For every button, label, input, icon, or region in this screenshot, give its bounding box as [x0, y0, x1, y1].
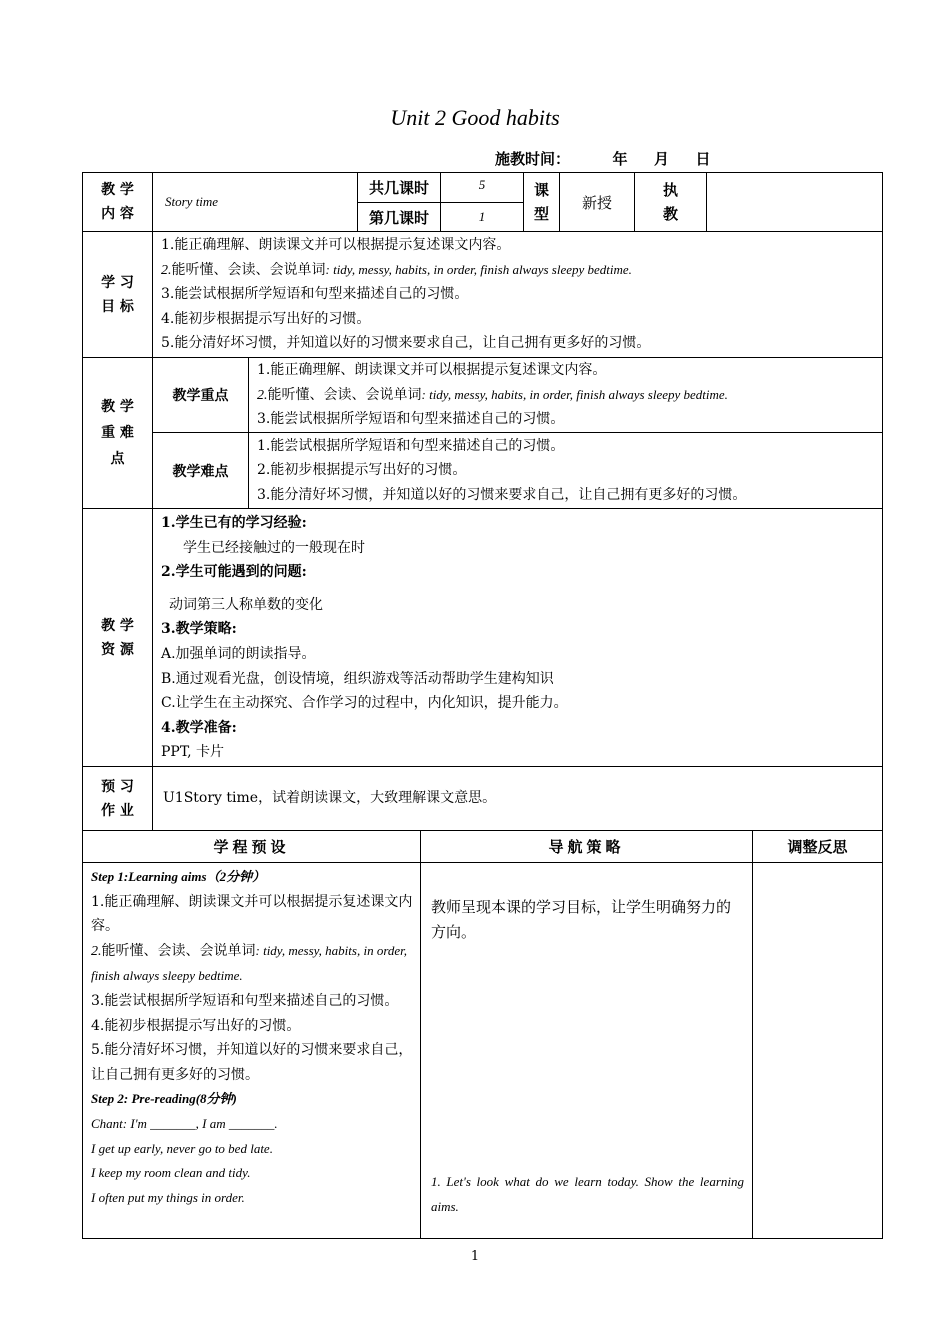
lesson-type-value: 新授	[560, 173, 635, 232]
strategy-text-1: 教师呈现本课的学习目标，让学生明确努力的方向。	[431, 898, 732, 941]
total-hours-label: 共几课时	[358, 173, 441, 203]
goal-item: 5.能分清好坏习惯，并知道以好的习惯来要求自己，让自己拥有更多好的习惯。	[161, 335, 651, 352]
difficulty-list	[249, 433, 883, 509]
difficulty-label: 教学难点	[153, 433, 249, 509]
process-table	[82, 830, 883, 1239]
resources-heading-1: 1.学生已有的学习经验:	[161, 515, 307, 531]
focus-item: 1.能正确理解、朗读课文并可以根据提示复述课文内容。	[257, 362, 607, 379]
goals-label: 学 习 目 标	[83, 232, 153, 358]
resources-heading-2: 2.学生可能遇到的问题:	[161, 564, 307, 581]
resources-text-2: 动词第三人称单数的变化	[169, 596, 323, 613]
lesson-type-label: 课 型	[524, 173, 560, 232]
nth-hour-value: 1	[441, 203, 524, 232]
process-header-plan: 学程预设	[83, 831, 421, 863]
step2-title: Step 2: Pre-reading(8分钟)	[91, 1091, 237, 1107]
step1-title: Step 1:Learning aims（2分钟）	[91, 869, 266, 884]
strategy-b: B.通过观看光盘，创设情境，组织游戏等活动帮助学生建构知识	[161, 670, 554, 687]
chant-text-line: I keep my room clean and tidy.	[91, 1165, 251, 1181]
difficulty-item: 1.能尝试根据所学短语和句型来描述自己的习惯。	[257, 437, 565, 454]
goal-item: 2.能听懂、会读、会说单词: tidy, messy, habits, in order, finish always sleepy bedtime.	[161, 261, 632, 278]
content-value: Story time	[153, 173, 358, 232]
teacher-value	[707, 173, 883, 232]
difficulty-item: 3.能分清好坏习惯，并知道以好的习惯来要求自己，让自己拥有更多好的习惯。	[257, 486, 747, 503]
process-strategy-cell	[421, 863, 753, 1239]
date-line	[495, 148, 710, 169]
difficulty-item: 2.能初步根据提示写出好的习惯。	[257, 462, 467, 479]
step1-item: 2.能听懂、会读、会说单词: tidy, messy, habits, in order, finish always sleepy bedtime.	[91, 942, 408, 984]
chant-line: Chant: I'm _______, I am _______.	[91, 1115, 278, 1131]
total-hours-value: 5	[441, 173, 524, 203]
key-points-label: 教 学 重 难 点	[83, 358, 153, 509]
process-header-strategy: 导航策略	[421, 831, 753, 863]
step1-item: 1.能正确理解、朗读课文并可以根据提示复述课文内容。	[91, 893, 413, 935]
teacher-label: 执 教	[635, 173, 707, 232]
resources-heading-3: 3.教学策略:	[161, 621, 237, 638]
preview-text: U1Story time，试着朗读课文，大致理解课文意思。	[153, 767, 883, 831]
strategy-c: C.让学生在主动探究、合作学习的过程中，内化知识，提升能力。	[161, 695, 568, 712]
resources-text-4: PPT, 卡片	[161, 744, 225, 761]
focus-item: 3.能尝试根据所学短语和句型来描述自己的习惯。	[257, 411, 565, 428]
focus-item: 2.能听懂、会读、会说单词: tidy, messy, habits, in order, finish always sleepy bedtime.	[257, 386, 728, 403]
date-label: 施教时间：	[495, 150, 571, 168]
date-day: 日	[695, 150, 711, 168]
date-year: 年	[612, 150, 628, 168]
step1-item: 3.能尝试根据所学短语和句型来描述自己的习惯。	[91, 992, 399, 1009]
resources-heading-4: 4.教学准备:	[161, 719, 237, 736]
step1-item: 5.能分清好坏习惯，并知道以好的习惯来要求自己，让自己拥有更多好的习惯。	[91, 1042, 413, 1083]
chant-text-line: I get up early, never go to bed late.	[91, 1140, 273, 1156]
strategy-text-2: 1. Let's look what do we learn today. Show the learning aims.	[431, 1174, 744, 1214]
process-header-reflection: 调整反思	[753, 831, 883, 863]
goals-list	[153, 232, 883, 358]
focus-list	[249, 358, 883, 433]
process-reflection-cell	[753, 863, 883, 1239]
resources-label: 教 学 资 源	[83, 509, 153, 767]
chant-text-line: I often put my things in order.	[91, 1189, 245, 1205]
nth-hour-label: 第几课时	[358, 203, 441, 232]
resources-text-1: 学生已经接触过的一般现在时	[183, 539, 365, 556]
date-month: 月	[653, 150, 669, 168]
lesson-info-table	[82, 172, 883, 831]
content-label: 教 学 内 容	[83, 173, 153, 232]
strategy-a: A.加强单词的朗读指导。	[161, 645, 316, 662]
focus-label: 教学重点	[153, 358, 249, 433]
page-number: 1	[470, 1249, 480, 1264]
goal-item: 4.能初步根据提示写出好的习惯。	[161, 310, 371, 327]
goal-item: 3.能尝试根据所学短语和句型来描述自己的习惯。	[161, 286, 469, 303]
step1-item: 4.能初步根据提示写出好的习惯。	[91, 1017, 301, 1034]
resources-content	[153, 509, 883, 767]
document-title: Unit 2 Good habits	[390, 105, 560, 130]
goal-item: 1.能正确理解、朗读课文并可以根据提示复述课文内容。	[161, 237, 511, 254]
preview-label: 预 习 作 业	[83, 767, 153, 831]
process-plan-cell	[83, 863, 421, 1239]
